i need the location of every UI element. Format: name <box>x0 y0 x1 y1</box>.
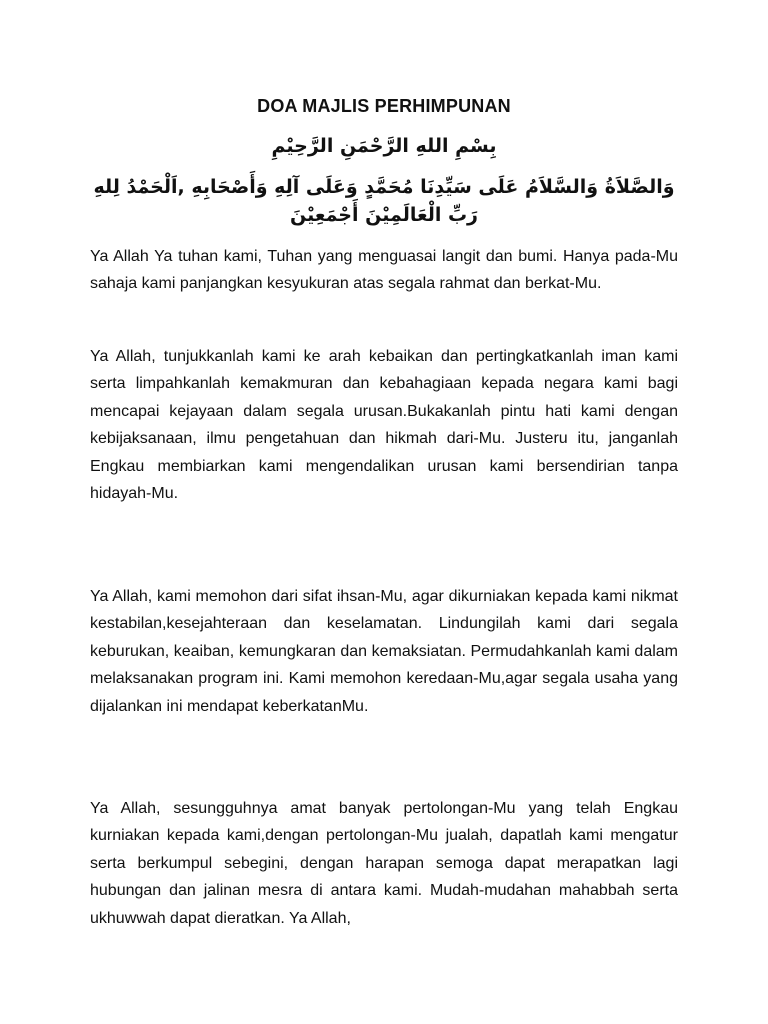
paragraph-1: Ya Allah Ya tuhan kami, Tuhan yang menguasai langit dan bumi. Hanya pada-Mu sahaja kami panjangkan kesyukuran atas segala rahmat dan berkat-Mu. <box>90 248 678 293</box>
arabic-basmalah: بِسْمِ اللهِ الرَّحْمَنِ الرَّحِيْمِ <box>271 135 497 157</box>
paragraph-3: Ya Allah, kami memohon dari sifat ihsan-Mu, agar dikurniakan kepada kami nikmat kestabilan,kesejahteraan dan keselamatan. Lindungilah kami dari segala keburukan, keaiban, kemungkaran dan kemaksiatan. Permudahkanlah kami dalam melaksanakan program ini. Kami memohon keredaan-Mu,agar segala usaha yang dijalankan ini mendapat keberkatanMu. <box>90 588 678 715</box>
paragraph-2: Ya Allah, tunjukkanlah kami ke arah kebaikan dan pertingkatkanlah iman kami serta limpahkanlah kemakmuran dan kebahagiaan kepada negara kami bagi mencapai kejayaan dalam segala urusan.Bukakanlah pintu hati kami dengan kebijaksanaan, ilmu pengetahuan dan hikmah dari-Mu. Justeru itu, janganlah Engkau membiarkan kami mengendalikan urusan kami bersendirian tanpa hidayah-Mu. <box>90 348 678 503</box>
document-title: DOA MAJLIS PERHIMPUNAN <box>257 96 511 116</box>
arabic-salawat: وَالصَّلاَةُ وَالسَّلاَمُ عَلَى سَيِّدِنَا مُحَمَّدٍ وَعَلَى آلِهِ وَأَصْحَابِهِ ,اَلْحَمْدُ لِلهِ رَبِّ الْعَالَمِيْنَ أَجْمَعِيْنَ <box>93 176 675 226</box>
paragraph-4: Ya Allah, sesungguhnya amat banyak pertolongan-Mu yang telah Engkau kurniakan kepada kami,dengan pertolongan-Mu jualah, dapatlah kami mengatur serta berkumpul sebegini, dengan harapan semoga dapat merapatkan lagi hubungan dan jalinan mesra di antara kami. Mudah-mudahan mahabbah serta ukhuwwah dapat dieratkan. Ya Allah, <box>90 800 678 927</box>
